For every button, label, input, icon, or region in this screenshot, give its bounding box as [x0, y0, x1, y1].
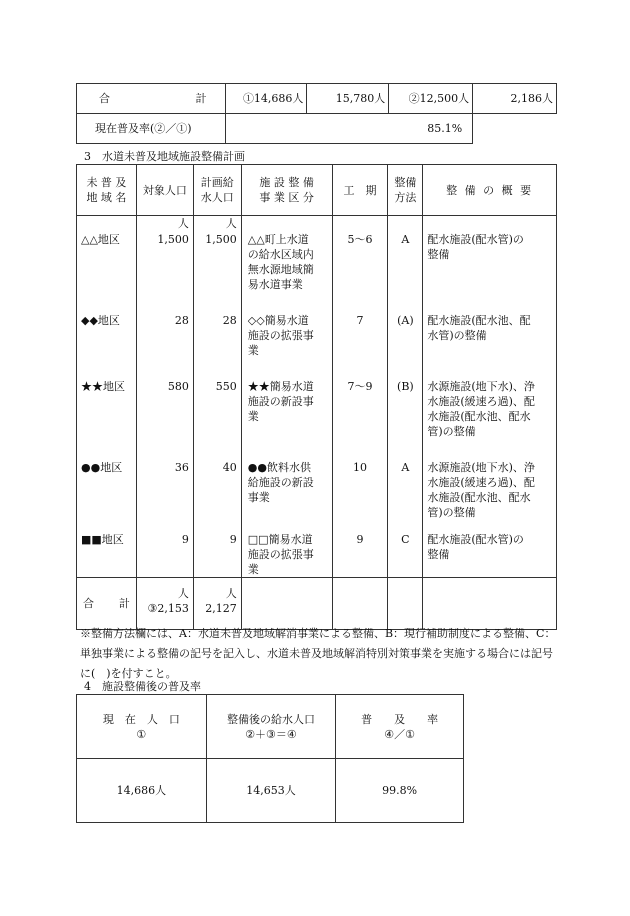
table-cell-method: (A) [397, 314, 414, 327]
table-cell-method: C [401, 533, 410, 546]
table-cell-overview: 水源施設(地下水)、浄 水施設(緩速ろ過)、配 水施設(配水池、配水 管)の整備 [427, 461, 535, 519]
table-row-area: ◆◆地区 [81, 314, 120, 327]
table-cell-target: 580 [167, 380, 189, 393]
total-plan: 人 2,127 [193, 578, 241, 630]
rate-label: 現在普及率(②／①) [77, 114, 226, 144]
summary-table [76, 83, 557, 144]
table-cell-method: A [401, 461, 410, 474]
method-column [388, 216, 423, 578]
table-cell-plan: 9 [229, 533, 237, 546]
header-period: 工 期 [332, 165, 388, 216]
coverage-rate-value: 99.8% [336, 759, 464, 823]
plan-table [76, 164, 557, 630]
category-column [241, 216, 332, 578]
total-label-cell: 合 計 [77, 84, 226, 114]
table-cell-period: 7 [356, 314, 364, 327]
header-overview: 整 備 の 概 要 [423, 165, 557, 216]
section-4-heading: 4 施設整備後の普及率 [84, 680, 201, 693]
unserved-population: 2,186人 [473, 84, 557, 114]
table-cell-target: 9 [181, 533, 189, 546]
table-cell-category: ★★簡易水道 施設の新設事 業 [247, 380, 314, 423]
served-population: ②12,500人 [389, 84, 473, 114]
table-cell-category: △△町上水道 の給水区域内 無水源地域簡 易水道事業 [247, 233, 314, 291]
total-label-cell: 合 計 [77, 578, 137, 630]
total-target: 人 ③2,153 [136, 578, 193, 630]
table-cell-category: ●●飲料水供 給施設の新設 事業 [247, 461, 314, 504]
table-row-area: ■■地区 [81, 533, 124, 546]
table-row-area: ★★地区 [81, 380, 125, 393]
current-population: ①14,686人 [225, 84, 307, 114]
table-row-area: ●●地区 [81, 461, 123, 474]
table-cell-period: 10 [352, 461, 367, 474]
table-cell-period: 9 [356, 533, 364, 546]
header-method: 整備 方法 [388, 165, 423, 216]
table-cell-method: A [401, 233, 410, 246]
header-planned-population: 計画給 水人口 [193, 165, 241, 216]
header-area: 未 普 及 地 域 名 [77, 165, 137, 216]
table-cell-plan: 28 [222, 314, 237, 327]
table-cell-plan: 550 [215, 380, 237, 393]
header-served-after: 整備後の給水人口 ②＋③＝④ [206, 695, 336, 759]
header-coverage-rate: 普 及 率 ④／① [336, 695, 464, 759]
table-cell-overview: 配水施設(配水管)の 整備 [427, 233, 524, 261]
unit-label: 人 [177, 217, 189, 230]
overview-column [423, 216, 557, 578]
table-cell-overview: 配水施設(配水管)の 整備 [427, 533, 524, 561]
table-cell-overview: 水源施設(地下水)、浄 水施設(緩速ろ過)、配 水施設(配水池、配水 管)の整備 [427, 380, 535, 438]
table-cell-target: 1,500 [157, 233, 189, 246]
header-category: 施 設 整 備 事 業 区 分 [241, 165, 332, 216]
table-cell-method: (B) [397, 380, 414, 393]
table-row-area: △△地区 [81, 233, 120, 246]
served-after-value: 14,653人 [206, 759, 336, 823]
area-column [77, 216, 137, 578]
table-cell-target: 28 [174, 314, 189, 327]
plan-column [193, 216, 241, 578]
unit-label: 人 [225, 217, 237, 230]
table-cell-period: 7〜9 [347, 380, 373, 393]
rate-value: 85.1% [225, 114, 473, 144]
table-cell-overview: 配水施設(配水池、配 水管)の整備 [427, 314, 531, 342]
table-cell-period: 5〜6 [347, 233, 373, 246]
table-cell-plan: 40 [222, 461, 237, 474]
header-current-population: 現 在 人 口 ① [77, 695, 207, 759]
table-cell-category: □□簡易水道 施設の拡張事 業 [247, 533, 314, 576]
coverage-table [76, 694, 464, 823]
current-population-value: 14,686人 [77, 759, 207, 823]
header-target-population: 対象人口 [136, 165, 193, 216]
table-cell-target: 36 [174, 461, 189, 474]
period-column [332, 216, 388, 578]
target-column [136, 216, 193, 578]
table-cell-category: ◇◇簡易水道 施設の拡張事 業 [247, 314, 314, 357]
table-cell-plan: 1,500 [205, 233, 237, 246]
planned-population: 15,780人 [307, 84, 389, 114]
method-note: ※整備方法欄には、A：水道未普及地域解消事業による整備、B：現行補助制度による整備、C：単独事業による整備の記号を記入し、水道未普及地域解消特別対策事業を実施する場合には記号に( )を付すこと。 [80, 627, 556, 680]
section-3-heading: 3 水道未普及地域施設整備計画 [84, 150, 245, 163]
